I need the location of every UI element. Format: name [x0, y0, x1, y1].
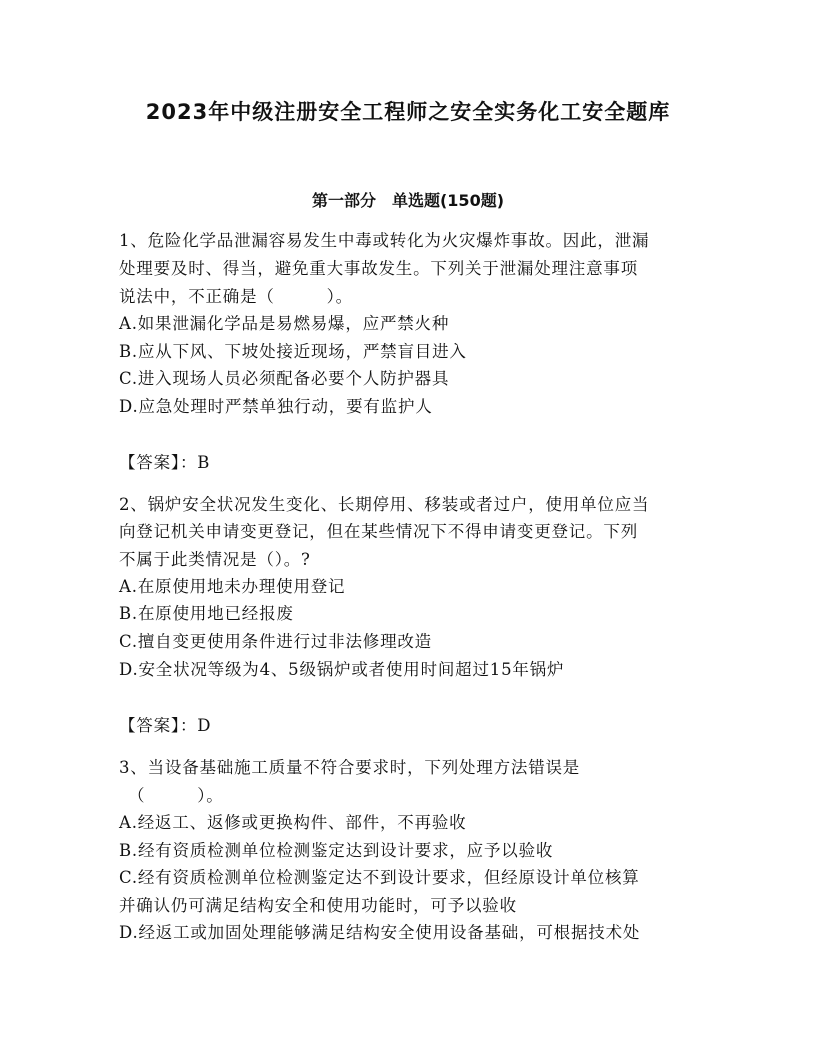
question-2-stem-line-1: 2、锅炉安全状况发生变化、长期停用、移装或者过户，使用单位应当: [119, 495, 650, 514]
question-2-answer: 【答案】：D: [119, 716, 212, 735]
question-1-stem-line-3: 说法中，不正确是（ ）。: [119, 287, 353, 306]
question-1-answer: 【答案】：B: [119, 453, 211, 472]
question-2-stem-line-3: 不属于此类情况是（）。?: [119, 550, 311, 569]
question-2-stem-line-2: 向登记机关申请变更登记，但在某些情况下不得申请变更登记。下列: [119, 522, 638, 541]
question-3-stem-line-2: （ ）。: [128, 786, 224, 805]
question-2-option-a: A.在原使用地未办理使用登记: [119, 577, 346, 596]
question-1-stem-line-1: 1、危险化学品泄漏容易发生中毒或转化为火灾爆炸事故。因此，泄漏: [119, 231, 650, 250]
question-2-option-c: C.擅自变更使用条件进行过非法修理改造: [119, 632, 432, 651]
question-3-option-a: A.经返工、返修或更换构件、部件，不再验收: [119, 813, 467, 832]
question-2-option-b: B.在原使用地已经报废: [119, 604, 294, 623]
section-heading: 第一部分 单选题(150题): [311, 191, 505, 210]
question-1-option-b: B.应从下风、下坡处接近现场，严禁盲目进入: [119, 342, 467, 361]
question-3-stem-line-1: 3、当设备基础施工质量不符合要求时，下列处理方法错误是: [119, 758, 581, 777]
question-3-option-b: B.经有资质检测单位检测鉴定达到设计要求，应予以验收: [119, 841, 554, 860]
question-1-stem-line-2: 处理要及时、得当，避免重大事故发生。下列关于泄漏处理注意事项: [119, 259, 638, 278]
question-1-option-c: C.进入现场人员必须配备必要个人防护器具: [119, 369, 450, 388]
question-1-option-a: A.如果泄漏化学品是易燃易爆，应严禁火种: [119, 314, 450, 333]
question-1-option-d: D.应急处理时严禁单独行动，要有监护人: [119, 397, 433, 416]
question-3-option-c: C.经有资质检测单位检测鉴定达不到设计要求，但经原设计单位核算: [119, 868, 640, 887]
question-3-option-c-continued: 并确认仍可满足结构安全和使用功能时，可予以验收: [119, 896, 517, 915]
document-title: 2023年中级注册安全工程师之安全实务化工安全题库: [145, 100, 671, 124]
question-3-option-d: D.经返工或加固处理能够满足结构安全使用设备基础，可根据技术处: [119, 923, 641, 942]
question-2-option-d: D.安全状况等级为4、5级锅炉或者使用时间超过15年锅炉: [119, 660, 565, 679]
